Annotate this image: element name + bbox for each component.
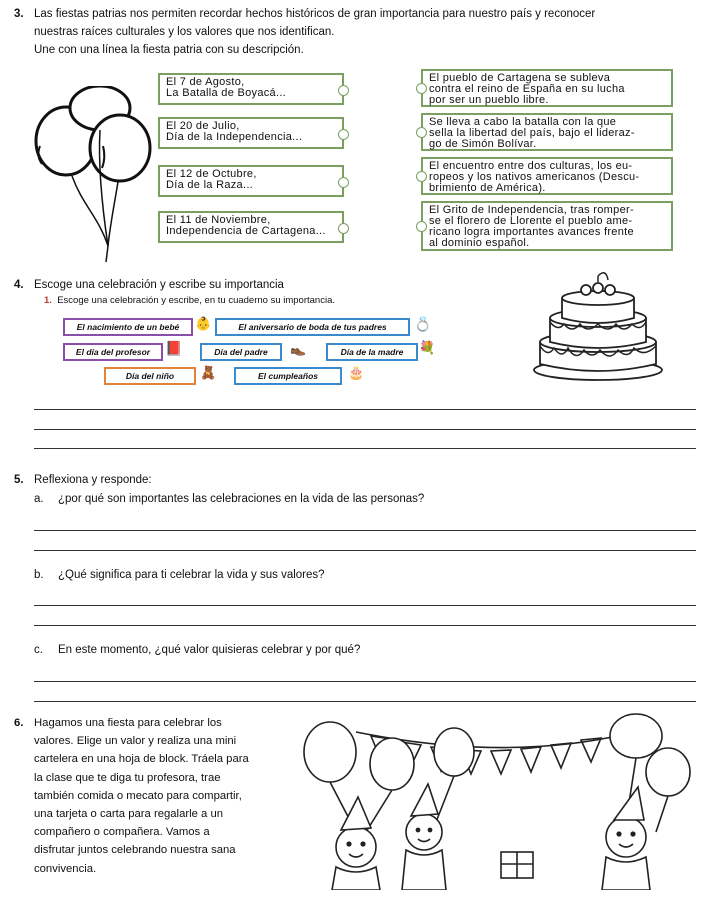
chip-label: Día del niño [125, 371, 175, 381]
match-right-2-line2: sella la libertad del país, bajo el lideraz- [429, 127, 635, 139]
answer-line[interactable] [34, 625, 696, 626]
chip-dia-profesor[interactable] [63, 343, 163, 361]
chip-label: El cumpleaños [258, 371, 318, 381]
book-icon: 📕 [165, 340, 183, 356]
q3-line2: nuestras raíces culturales y los valores que nos identifican. [34, 26, 335, 38]
match-left-1[interactable] [158, 73, 344, 105]
match-right-4-line2: se el florero de Llorente el pueblo ame- [429, 215, 633, 227]
connector-dot[interactable] [338, 85, 349, 96]
q3-number: 3. [14, 8, 24, 20]
q6-line: disfrutar juntos celebrando nuestra sana [34, 844, 236, 857]
q6-line: también comida o mecato para compartir, [34, 789, 242, 802]
match-right-3-line1: El encuentro entre dos culturas, los eu- [429, 160, 633, 172]
match-left-3-date: El 12 de Octubre, [166, 168, 257, 180]
match-right-3[interactable] [421, 157, 673, 195]
match-right-1-line2: contra el reino de España en su lucha [429, 83, 625, 95]
q6-line: cartelera en una hoja de block. Tráela para [34, 753, 249, 766]
connector-dot[interactable] [338, 177, 349, 188]
answer-line[interactable] [34, 448, 696, 449]
answer-line[interactable] [34, 681, 696, 682]
q5-number: 5. [14, 474, 24, 486]
q4-number: 4. [14, 279, 24, 291]
answer-line[interactable] [34, 701, 696, 702]
match-right-2-line3: go de Simón Bolívar. [429, 138, 537, 150]
match-right-3-line2: ropeos y los nativos americanos (Descu- [429, 171, 640, 183]
party-illustration [296, 712, 696, 890]
q5-title: Reflexiona y responde: [34, 474, 152, 486]
q5a-label: a. [34, 493, 44, 505]
connector-dot[interactable] [416, 171, 427, 182]
q4-sub-text: Escoge una celebración y escribe, en tu cuaderno su importancia. [57, 295, 335, 306]
q4-title: Escoge una celebración y escribe su importancia [34, 279, 284, 291]
match-right-4-line3: ricano logra importantes avances frente [429, 226, 634, 238]
answer-line[interactable] [34, 550, 696, 551]
chip-aniversario-boda[interactable] [215, 318, 410, 336]
match-left-4-date: El 11 de Noviembre, [166, 214, 271, 226]
q6-line: una tarjeta o carta para regalarle a un [34, 808, 224, 821]
answer-line[interactable] [34, 409, 696, 410]
match-right-4-line1: El Grito de Independencia, tras romper- [429, 204, 634, 216]
match-right-1-line3: por ser un pueblo libre. [429, 94, 549, 106]
q5b-text: ¿Qué significa para ti celebrar la vida y sus valores? [58, 569, 325, 581]
match-right-2[interactable] [421, 113, 673, 151]
baby-icon: 👶 [195, 316, 212, 331]
q6-line: valores. Elige un valor y realiza una mini [34, 735, 237, 748]
answer-line[interactable] [34, 530, 696, 531]
match-right-1-line1: El pueblo de Cartagena se subleva [429, 72, 611, 84]
match-right-4-line4: al dominio español. [429, 237, 530, 249]
q5a-text: ¿por qué son importantes las celebraciones en la vida de las personas? [58, 493, 425, 505]
match-right-1[interactable] [421, 69, 673, 107]
connector-dot[interactable] [338, 129, 349, 140]
match-left-1-date: El 7 de Agosto, [166, 76, 245, 88]
q6-line: la clase que te diga tu profesora, trae [34, 771, 221, 784]
chip-cumpleanos[interactable] [234, 367, 342, 385]
chip-label: Día del padre [214, 347, 268, 357]
q3-line1: Las fiestas patrias nos permiten recordar hechos históricos de gran importancia para nuestro país y reconocer [34, 8, 596, 20]
chip-label: Día de la madre [340, 347, 404, 357]
match-left-3-event: Día de la Raza... [166, 179, 254, 191]
cake-small-icon: 🎂 [348, 365, 365, 380]
match-left-2-date: El 20 de Julio, [166, 120, 240, 132]
chip-label: El aniversario de boda de tus padres [238, 322, 387, 332]
match-left-4-event: Independencia de Cartagena... [166, 225, 326, 237]
match-right-2-line1: Se lleva a cabo la batalla con la que [429, 116, 617, 128]
q6-line: convivencia. [34, 862, 97, 875]
match-right-4[interactable] [421, 201, 673, 251]
chip-dia-padre[interactable] [200, 343, 282, 361]
q4-sub-number: 1. [44, 295, 52, 306]
match-left-3[interactable] [158, 165, 344, 197]
connector-dot[interactable] [416, 83, 427, 94]
connector-dot[interactable] [416, 127, 427, 138]
q3-line3: Une con una línea la fiesta patria con su descripción. [34, 44, 304, 56]
cake-illustration [528, 272, 668, 384]
q5c-label: c. [34, 644, 43, 656]
match-left-4[interactable] [158, 211, 344, 243]
connector-dot[interactable] [338, 223, 349, 234]
answer-line[interactable] [34, 605, 696, 606]
balloons-illustration [28, 86, 158, 264]
match-right-3-line3: brimiento de América). [429, 182, 546, 194]
chip-nacimiento-bebe[interactable] [63, 318, 193, 336]
q5b-label: b. [34, 569, 44, 581]
chip-label: El día del profesor [75, 347, 151, 357]
chip-dia-nino[interactable] [104, 367, 196, 385]
q6-number: 6. [14, 717, 24, 729]
q5c-text: En este momento, ¿qué valor quisieras celebrar y por qué? [58, 644, 361, 656]
q6-line: compañero o compañera. Vamos a [34, 826, 210, 839]
ring-icon: 💍 [414, 316, 432, 332]
toy-icon: 🧸 [200, 365, 217, 380]
match-left-2-event: Día de la Independencia... [166, 131, 303, 143]
chip-dia-madre[interactable] [326, 343, 418, 361]
q6-line: Hagamos una fiesta para celebrar los [34, 717, 222, 729]
answer-line[interactable] [34, 429, 696, 430]
connector-dot[interactable] [416, 221, 427, 232]
q4-subinstruction [44, 295, 335, 306]
match-left-1-event: La Batalla de Boyacá... [166, 87, 287, 99]
flower-icon: 💐 [419, 340, 436, 355]
chip-label: El nacimiento de un bebé [76, 322, 180, 332]
q6-paragraph [34, 714, 284, 878]
match-left-2[interactable] [158, 117, 344, 149]
shoe-icon: 👞 [290, 341, 307, 356]
